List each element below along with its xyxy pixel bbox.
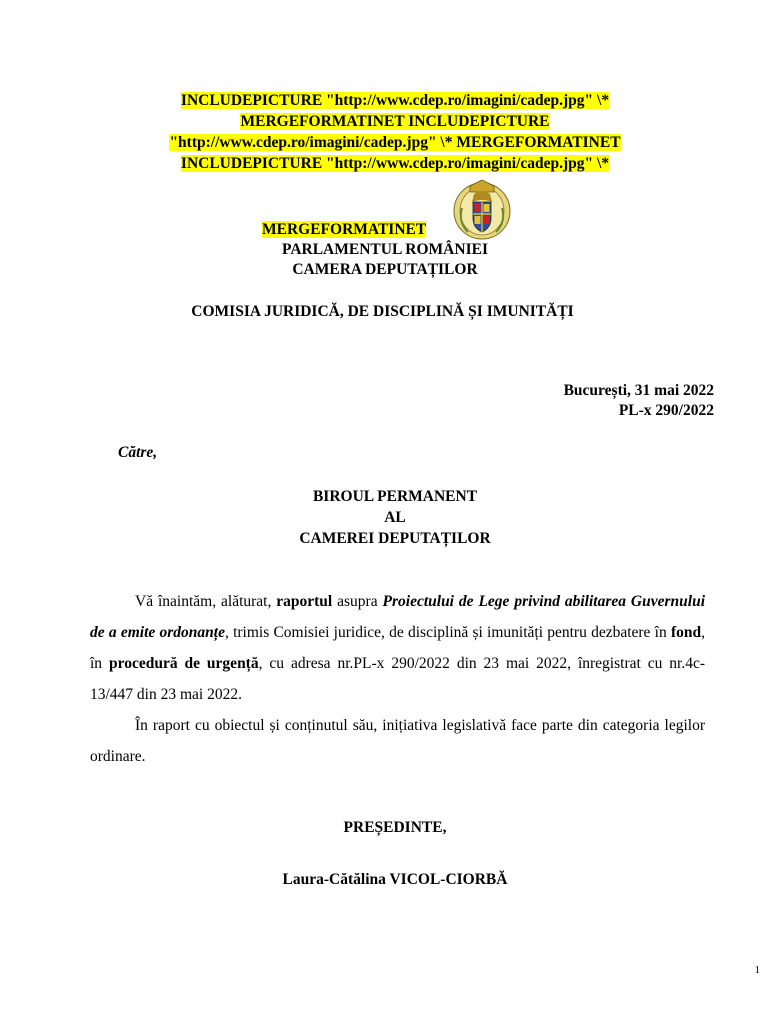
- field-code-line-2: MERGEFORMATINET INCLUDEPICTURE: [240, 113, 550, 130]
- p1-text-i: , cu adresa nr.PL-x 290/2022 din 23 mai 2022, înregistrat cu nr.4c-13/447 din 23 mai 2022.: [90, 655, 705, 703]
- chamber-name: CAMERA DEPUTAȚILOR: [292, 261, 478, 278]
- recipient-line-2: AL: [384, 509, 406, 526]
- field-code-line-1: INCLUDEPICTURE "http://www.cdep.ro/imagini/cadep.jpg" \*: [180, 92, 610, 109]
- institution-header: [200, 240, 570, 280]
- page-number: 1: [754, 964, 760, 976]
- parliament-name: PARLAMENTUL ROMÂNIEI: [282, 241, 488, 258]
- p1-text-c: asupra: [332, 593, 383, 610]
- commission-name: COMISIA JURIDICĂ, DE DISCIPLINĂ ȘI IMUNITĂȚI: [191, 303, 574, 320]
- field-code-line-5: MERGEFORMATINET: [262, 221, 427, 238]
- coat-of-arms-icon: [452, 178, 512, 240]
- document-reference: PL-x 290/2022: [618, 402, 714, 419]
- body-paragraph-2: În raport cu obiectul și conținutul său, inițiativa legislativă face parte din categoria legilor ordinare.: [90, 717, 705, 765]
- p1-text-g: , în: [90, 624, 705, 672]
- recipient-line-1: BIROUL PERMANENT: [312, 488, 478, 505]
- recipient-line-3: CAMEREI DEPUTAȚILOR: [299, 530, 491, 547]
- field-code-line-5-container: [262, 220, 426, 240]
- p1-text-a: Vă înaintăm, alăturat,: [135, 593, 277, 610]
- letter-body: [90, 586, 705, 772]
- field-code-text: [90, 90, 700, 174]
- field-code-line-3: "http://www.cdep.ro/imagini/cadep.jpg" \* MERGEFORMATINET: [169, 134, 621, 151]
- p1-bill-title: Proiectului de Lege privind abilitarea Guvernului de a emite ordonanțe: [90, 593, 706, 641]
- p1-text-e: , trimis Comisiei juridice, de disciplină și imunități pentru dezbatere în: [224, 624, 671, 641]
- document-date: București, 31 mai 2022: [563, 382, 714, 399]
- body-paragraph-1: [90, 586, 705, 710]
- signature-title: PREȘEDINTE,: [343, 819, 447, 836]
- p1-bold-raportul: raportul: [276, 593, 333, 610]
- salutation: Către,: [118, 444, 158, 461]
- signatory-name: Laura-Cătălina VICOL-CIORBĂ: [282, 871, 508, 888]
- recipient-block: [200, 486, 590, 549]
- date-reference-block: [564, 381, 714, 421]
- p1-bold-procedure: procedură de urgență: [108, 655, 259, 672]
- field-code-line-4: INCLUDEPICTURE "http://www.cdep.ro/imagini/cadep.jpg" \*: [180, 155, 610, 172]
- p1-bold-fond: fond: [670, 624, 702, 641]
